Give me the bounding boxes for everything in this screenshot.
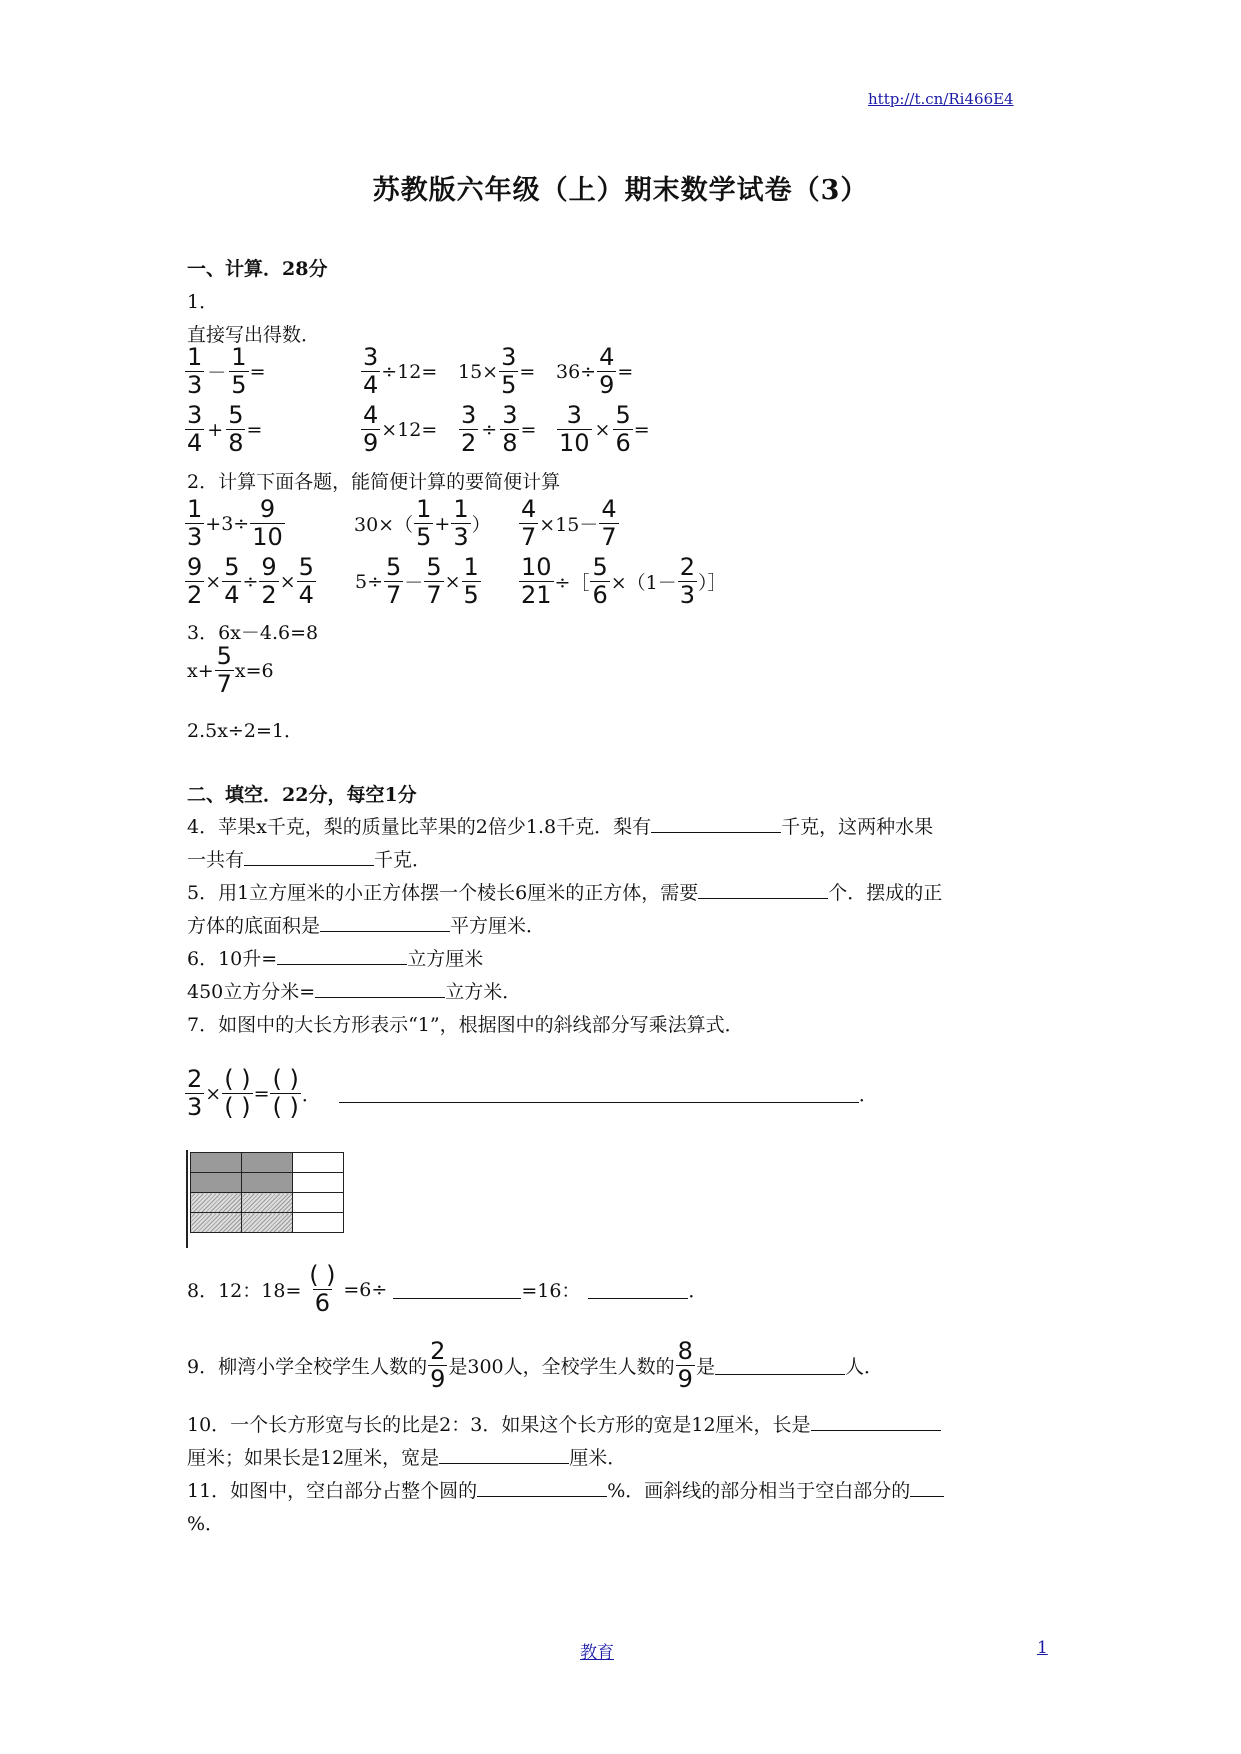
fraction (259, 554, 278, 609)
answer-blank[interactable] (393, 1280, 521, 1299)
q10-line-2 (187, 1443, 626, 1470)
denominator: 5 (231, 371, 247, 399)
numerator: 3 (566, 401, 582, 429)
numerator: 5 (298, 553, 314, 581)
numerator: 3 (501, 343, 517, 371)
expression-text: x=6 (234, 659, 274, 682)
denominator: 4 (187, 429, 203, 457)
q4-text: 千克，这两种水果 (781, 816, 934, 838)
denominator: 9 (599, 371, 615, 399)
operator: － (404, 572, 424, 594)
q1-item-8 (556, 402, 650, 457)
expression-text: ÷［ (554, 572, 590, 594)
fraction (678, 554, 697, 609)
expression-text: x+ (187, 659, 214, 682)
fraction-blank[interactable] (270, 1066, 300, 1121)
numerator: 2 (187, 1065, 203, 1093)
q3-equation-3: 2.5x÷2=1． (187, 720, 303, 742)
q5-text: 个．摆成的正 (828, 882, 943, 904)
numerator: 5 (228, 401, 244, 429)
fraction (599, 496, 618, 551)
section-1-heading: 一、计算．28分 (187, 258, 328, 280)
fraction (613, 402, 632, 457)
equals: = (249, 360, 266, 383)
fraction (414, 496, 433, 551)
q6-line-2 (187, 977, 521, 1004)
answer-blank[interactable] (244, 847, 374, 866)
footer-link[interactable]: 教育 (580, 1643, 614, 1663)
fraction (451, 496, 470, 551)
numerator: 2 (430, 1337, 446, 1365)
q5-line-1 (187, 878, 942, 905)
answer-blank[interactable] (715, 1356, 845, 1375)
denominator: 2 (461, 429, 477, 457)
numerator: 5 (386, 553, 402, 581)
operator: × (279, 570, 296, 593)
q5-text: 5．用1立方厘米的小正方体摆一个棱长6厘米的正方体，需要 (187, 882, 699, 904)
expression-text: 36÷ (556, 360, 597, 383)
answer-blank[interactable] (910, 1478, 944, 1497)
numerator: 3 (187, 401, 203, 429)
fraction (597, 344, 616, 399)
q6-text: 立方米． (445, 981, 522, 1003)
numerator: 5 (592, 553, 608, 581)
denominator: 3 (453, 523, 469, 551)
fraction (361, 344, 380, 399)
shaded-cell (191, 1173, 242, 1193)
hatched-cell (242, 1213, 293, 1233)
blank-cell (293, 1213, 344, 1233)
numerator: 4 (601, 495, 617, 523)
answer-blank[interactable] (277, 946, 407, 965)
expression-text: 15× (458, 360, 499, 383)
q10-line-1 (187, 1410, 941, 1437)
fraction (462, 554, 481, 609)
equals: = (519, 360, 536, 383)
denominator: 6 (615, 429, 631, 457)
fraction (384, 554, 403, 609)
denominator: 3 (187, 523, 203, 551)
shaded-cell (242, 1153, 293, 1173)
denominator: 2 (261, 581, 277, 609)
denominator: 9 (430, 1365, 446, 1393)
q11-line-2: %． (187, 1513, 225, 1535)
expression-text: ×（1－ (610, 572, 677, 594)
fraction (424, 554, 443, 609)
equals: = (617, 360, 634, 383)
fraction (676, 1338, 695, 1393)
denominator: 8 (502, 429, 518, 457)
q6-text: 450立方分米= (187, 981, 316, 1003)
q5-text: 方体的底面积是 (187, 915, 321, 937)
fraction (185, 496, 204, 551)
shaded-cell (191, 1153, 242, 1173)
numerator: 4 (521, 495, 537, 523)
denominator: 7 (386, 581, 402, 609)
q2-item-5 (355, 554, 482, 609)
operator: ÷ (242, 570, 259, 593)
fraction (557, 402, 592, 457)
q11-text: %．画斜线的部分相当于空白部分的 (607, 1480, 911, 1502)
fraction (226, 402, 245, 457)
q2-item-6 (518, 554, 727, 609)
q1-item-3 (458, 344, 535, 399)
numerator: 3 (363, 343, 379, 371)
q4-text: 4．苹果x千克，梨的质量比苹果的2倍少1.8千克．梨有 (187, 816, 652, 838)
denominator: ( ) (224, 1093, 251, 1121)
operator: － (207, 362, 227, 384)
answer-blank[interactable] (651, 814, 781, 833)
denominator: ( ) (272, 1093, 299, 1121)
expression-text: +3÷ (205, 512, 250, 535)
q8-line (187, 1262, 707, 1317)
fraction (215, 643, 234, 698)
numerator: 1 (463, 553, 479, 581)
denominator: 5 (463, 581, 479, 609)
q9-text: 是300人，全校学生人数的 (448, 1356, 675, 1378)
q9-line (187, 1338, 883, 1393)
numerator: 3 (461, 401, 477, 429)
numerator: 10 (521, 553, 552, 581)
numerator: 1 (187, 495, 203, 523)
q1-instruction: 直接写出得数． (187, 324, 321, 346)
q8-text: =16： (521, 1280, 581, 1302)
denominator: 7 (426, 581, 442, 609)
answer-blank[interactable] (320, 913, 450, 932)
fraction (361, 402, 380, 457)
period: ． (301, 1084, 321, 1106)
q8-text: =6÷ (343, 1278, 388, 1301)
blank-cell (293, 1153, 344, 1173)
expression-text: ） (471, 514, 491, 536)
answer-blank[interactable] (811, 1412, 941, 1431)
q8-text: 8．12：18= (187, 1280, 302, 1302)
denominator: 2 (187, 581, 203, 609)
q2-instruction: 2．计算下面各题，能简便计算的要简便计算 (187, 471, 561, 493)
q5-text: 平方厘米． (450, 915, 546, 937)
q6-text: 立方厘米 (407, 948, 484, 970)
blank-cell (293, 1173, 344, 1193)
denominator: 10 (252, 523, 283, 551)
q1-number: 1． (187, 291, 219, 313)
page-number: 1 (1037, 1638, 1048, 1658)
operator: × (205, 1082, 222, 1105)
q10-text: 厘米；如果长是12厘米，宽是 (187, 1447, 440, 1469)
q1-item-5 (184, 402, 262, 457)
q7-instruction: 7．如图中的大长方形表示“1”，根据图中的斜线部分写乘法算式． (187, 1014, 744, 1036)
fraction (519, 554, 554, 609)
q4-text: 千克． (374, 849, 432, 871)
numerator: 5 (426, 553, 442, 581)
q4-text: 一共有 (187, 849, 245, 871)
rectangle-fraction-figure (190, 1152, 344, 1233)
denominator: 4 (224, 581, 240, 609)
operator: × (444, 570, 461, 593)
fraction (185, 554, 204, 609)
operator: + (434, 512, 451, 535)
q11-text: 11．如图中，空白部分占整个圆的 (187, 1480, 478, 1502)
denominator: 6 (592, 581, 608, 609)
q4-line-2 (187, 845, 431, 872)
q10-text: 厘米． (569, 1447, 627, 1469)
fraction (428, 1338, 447, 1393)
numerator: 1 (453, 495, 469, 523)
denominator: 3 (187, 1093, 203, 1121)
denominator: 9 (677, 1365, 693, 1393)
numerator: 3 (502, 401, 518, 429)
numerator: 8 (677, 1337, 693, 1365)
denominator: 7 (601, 523, 617, 551)
q10-text: 10．一个长方形宽与长的比是2：3．如果这个长方形的宽是12厘米，长是 (187, 1414, 811, 1436)
figure-left-edge (186, 1150, 188, 1248)
fraction (185, 402, 204, 457)
expression-text: 5÷ (355, 570, 384, 593)
page-title: 苏教版六年级（上）期末数学试卷（3） (372, 175, 869, 206)
answer-blank[interactable] (588, 1280, 688, 1299)
fraction (590, 554, 609, 609)
fraction (229, 344, 248, 399)
q7-equation (184, 1066, 878, 1121)
source-url-link[interactable]: http://t.cn/Ri466E4 (868, 90, 1014, 108)
fraction-blank[interactable] (302, 1262, 342, 1317)
fraction (519, 496, 538, 551)
expression-text: ÷12= (381, 360, 438, 383)
hatched-cell (191, 1193, 242, 1213)
numerator: ( ) (224, 1065, 251, 1093)
answer-blank[interactable] (477, 1478, 607, 1497)
numerator: 5 (224, 553, 240, 581)
operator: × (205, 570, 222, 593)
period: ． (688, 1280, 708, 1302)
q2-item-2 (354, 496, 491, 551)
blank-cell (293, 1193, 344, 1213)
q9-text: 人． (844, 1356, 883, 1378)
q9-text: 是 (695, 1356, 715, 1378)
q1-item-1 (184, 344, 266, 399)
q3-equation-1: 3．6x－4.6=8 (187, 622, 319, 644)
denominator: 10 (559, 429, 590, 457)
denominator: 9 (363, 429, 379, 457)
denominator: 21 (521, 581, 552, 609)
denominator: 3 (679, 581, 696, 609)
q2-item-3 (518, 496, 620, 551)
equals: = (520, 418, 537, 441)
operator: × (594, 418, 611, 441)
denominator: 4 (298, 581, 314, 609)
equals: = (633, 418, 650, 441)
numerator: 1 (187, 343, 203, 371)
answer-blank[interactable] (339, 1084, 859, 1103)
q1-item-4 (556, 344, 633, 399)
fraction (250, 496, 285, 551)
denominator: 7 (521, 523, 537, 551)
numerator: 1 (231, 343, 247, 371)
numerator: ( ) (309, 1261, 336, 1289)
q9-text: 9．柳湾小学全校学生人数的 (187, 1356, 428, 1378)
answer-blank[interactable] (698, 880, 828, 899)
denominator: 6 (314, 1289, 331, 1317)
hatched-cell (191, 1213, 242, 1233)
answer-blank[interactable] (315, 979, 445, 998)
denominator: 3 (187, 371, 203, 399)
fraction (500, 402, 519, 457)
expression-text: ）］ (698, 572, 727, 594)
q2-item-4 (184, 554, 317, 609)
fraction (499, 344, 518, 399)
numerator: 2 (679, 553, 696, 581)
denominator: 8 (228, 429, 244, 457)
denominator: 5 (501, 371, 517, 399)
q1-item-7 (458, 402, 536, 457)
denominator: 4 (363, 371, 379, 399)
denominator: 5 (416, 523, 432, 551)
denominator: 7 (216, 670, 232, 698)
q6-line-1 (187, 944, 483, 971)
shaded-cell (242, 1173, 293, 1193)
fraction (185, 1066, 204, 1121)
operator: + (207, 418, 224, 441)
q4-line-1 (187, 812, 933, 839)
q11-line-1 (187, 1476, 944, 1503)
numerator: ( ) (272, 1065, 299, 1093)
q1-item-6 (360, 402, 437, 457)
q6-text: 6．10升= (187, 948, 278, 970)
expression-text: 30×（ (354, 514, 414, 536)
section-2-heading: 二、填空．22分，每空1分 (187, 784, 417, 806)
operator: ÷ (481, 418, 498, 441)
q3-equation-2 (187, 643, 274, 698)
equals: = (253, 1082, 270, 1105)
fraction-blank[interactable] (222, 1066, 252, 1121)
q5-line-2 (187, 911, 545, 938)
hatched-cell (242, 1193, 293, 1213)
numerator: 5 (216, 642, 232, 670)
expression-text: ×12= (381, 418, 438, 441)
fraction (185, 344, 204, 399)
period: ． (858, 1084, 878, 1106)
numerator: 4 (363, 401, 379, 429)
numerator: 9 (261, 553, 277, 581)
numerator: 4 (599, 343, 615, 371)
fraction (222, 554, 241, 609)
numerator: 9 (259, 495, 276, 523)
numerator: 5 (615, 401, 631, 429)
fraction (297, 554, 316, 609)
expression-text: ×15－ (539, 514, 599, 536)
numerator: 1 (416, 495, 432, 523)
numerator: 9 (187, 553, 203, 581)
equals: = (246, 418, 263, 441)
fraction (459, 402, 478, 457)
q1-item-2 (360, 344, 437, 399)
q2-item-1 (184, 496, 286, 551)
answer-blank[interactable] (439, 1445, 569, 1464)
